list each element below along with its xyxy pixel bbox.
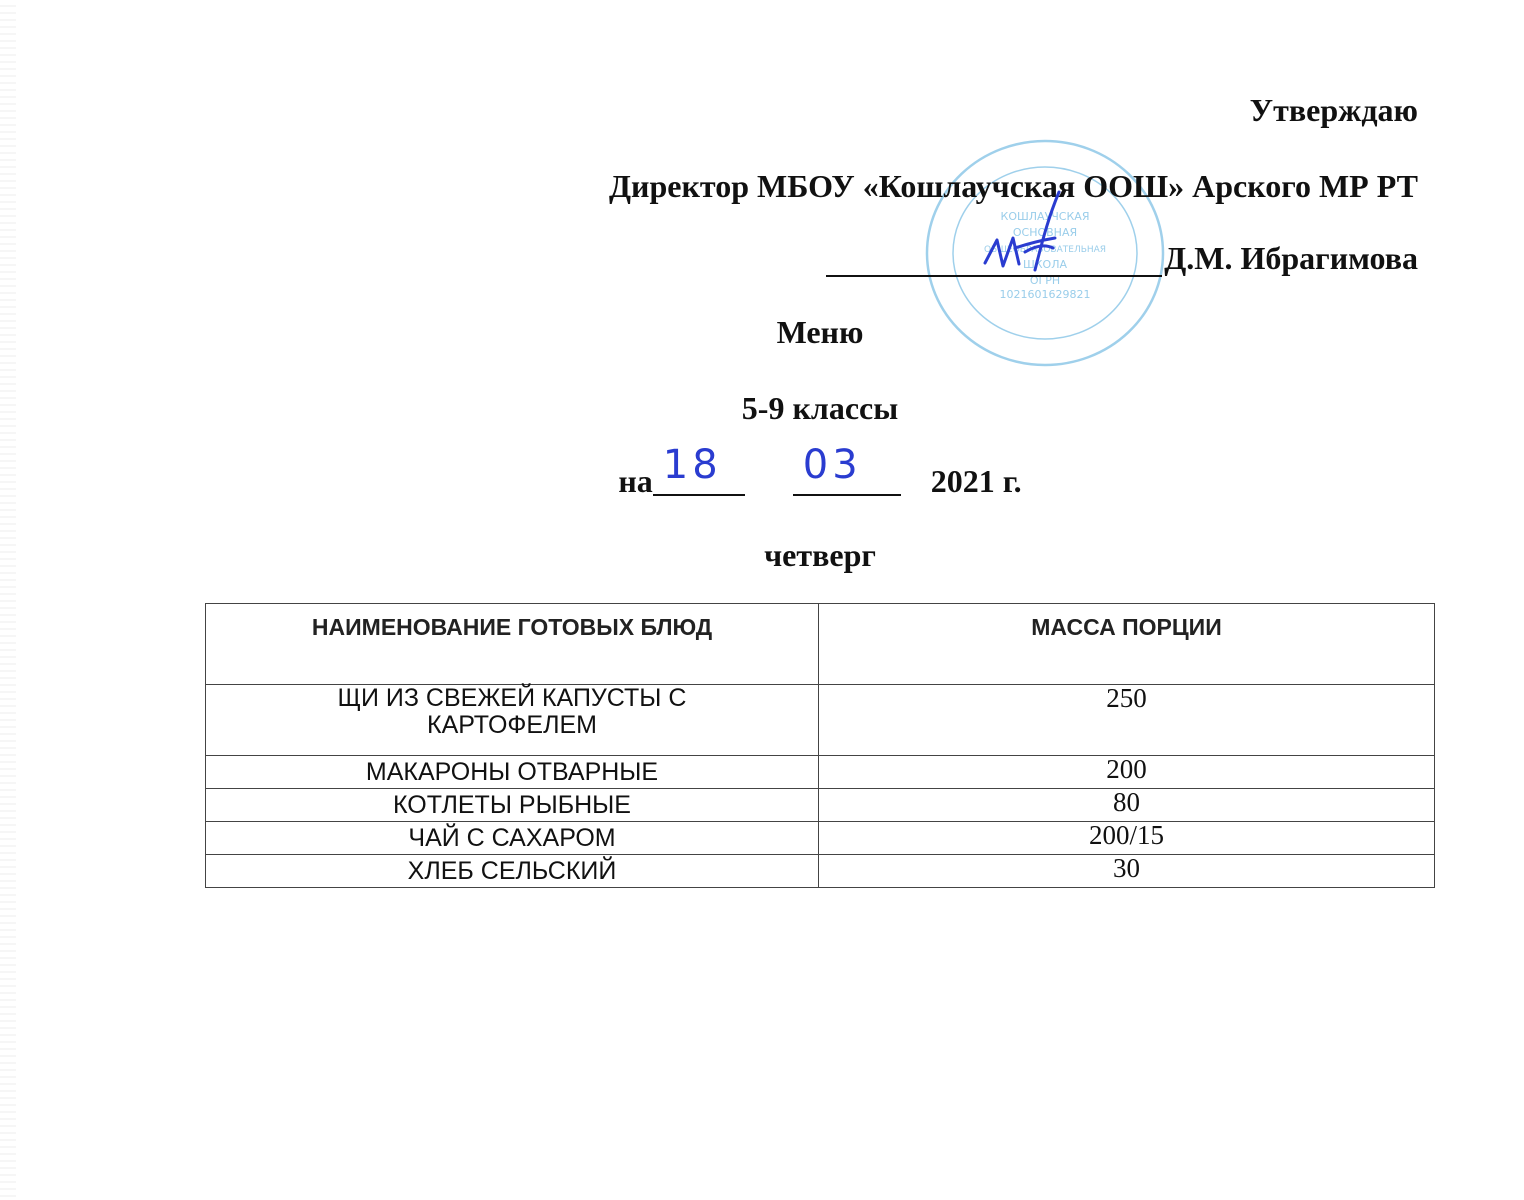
month-field <box>793 442 901 496</box>
table-row <box>206 685 1435 756</box>
table-row <box>206 855 1435 888</box>
table-row <box>206 789 1435 822</box>
document-title: Меню <box>776 314 864 350</box>
table-row <box>206 756 1435 789</box>
weekday-label: четверг <box>764 537 876 573</box>
date-prefix: на <box>618 463 653 499</box>
dish-name-line: КАРТОФЕЛЕМ <box>427 711 597 739</box>
svg-text:ОСНОВНАЯ: ОСНОВНАЯ <box>1012 226 1078 239</box>
handwritten-signature <box>975 188 1090 288</box>
signatory-name: Д.М. Ибрагимова <box>1164 240 1418 276</box>
svg-text:КОШЛАУЧСКАЯ: КОШЛАУЧСКАЯ <box>1000 210 1090 223</box>
dish-name <box>206 685 819 756</box>
header-dish-name: НАИМЕНОВАНИЕ ГОТОВЫХ БЛЮД <box>206 604 819 685</box>
portion-mass: 200 <box>819 756 1435 789</box>
svg-text:ОГРН: ОГРН <box>1029 274 1061 287</box>
dish-name-line: ЩИ ИЗ СВЕЖЕЙ КАПУСТЫ С <box>337 684 687 712</box>
portion-mass: 200/15 <box>819 822 1435 855</box>
approve-label: Утверждаю <box>1249 92 1418 128</box>
signature-line <box>826 240 1418 277</box>
year-label: 2021 г. <box>930 463 1022 499</box>
dish-name: МАКАРОНЫ ОТВАРНЫЕ <box>206 756 819 789</box>
classes-label: 5-9 классы <box>741 390 899 426</box>
portion-mass: 250 <box>819 685 1435 756</box>
dish-name: ЧАЙ С САХАРОМ <box>206 822 819 855</box>
menu-table <box>205 603 1435 888</box>
dish-name: ХЛЕБ СЕЛЬСКИЙ <box>206 855 819 888</box>
svg-text:1021601629821: 1021601629821 <box>999 288 1091 301</box>
dish-name: КОТЛЕТЫ РЫБНЫЕ <box>206 789 819 822</box>
table-row <box>206 822 1435 855</box>
svg-text:ОБЩЕОБРАЗОВАТЕЛЬНАЯ: ОБЩЕОБРАЗОВАТЕЛЬНАЯ <box>983 245 1107 255</box>
portion-mass: 80 <box>819 789 1435 822</box>
day-field <box>653 442 745 496</box>
scan-edge-artifact <box>0 0 16 1200</box>
table-header-row <box>206 604 1435 685</box>
date-line <box>0 442 1524 500</box>
svg-text:ШКОЛА: ШКОЛА <box>1022 258 1068 271</box>
portion-mass: 30 <box>819 855 1435 888</box>
header-portion-mass: МАССА ПОРЦИИ <box>819 604 1435 685</box>
handwritten-month: 03 <box>802 442 862 488</box>
handwritten-day: 18 <box>662 442 722 488</box>
director-title: Директор МБОУ «Кошлаучская ООШ» Арского МР РТ <box>609 168 1418 204</box>
